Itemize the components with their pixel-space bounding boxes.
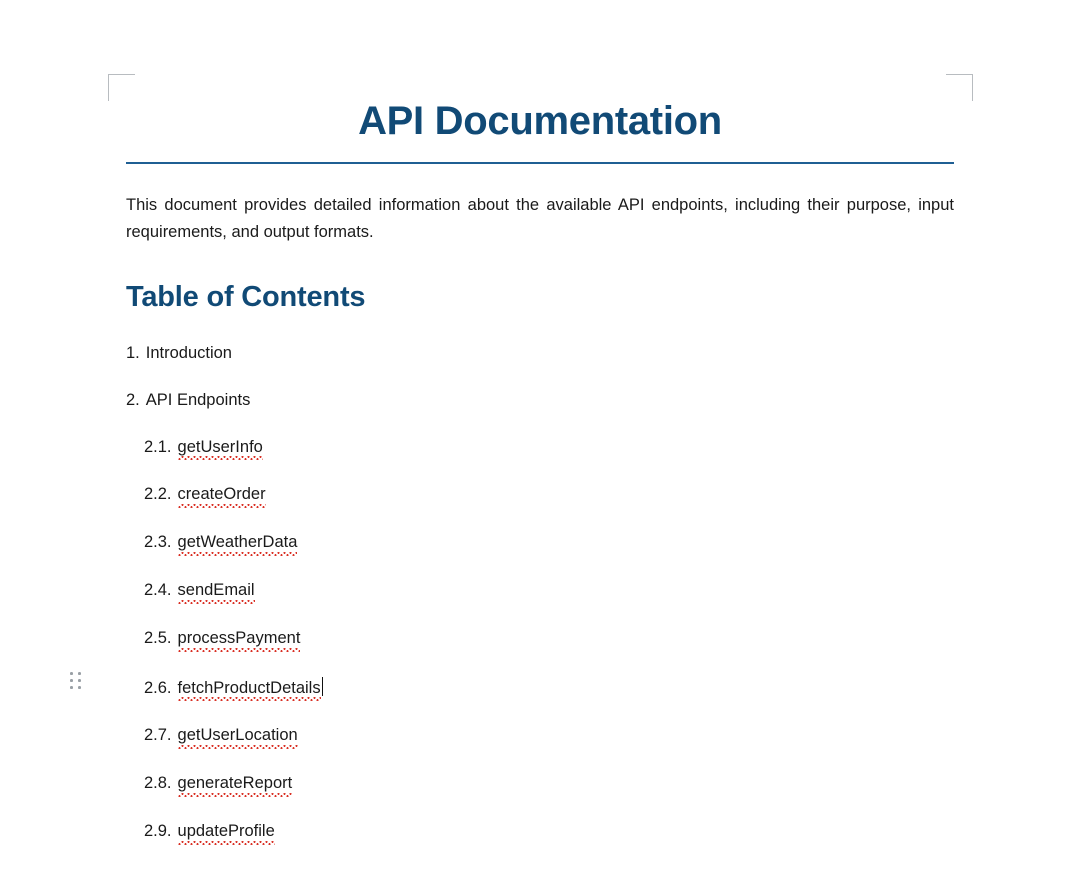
table-of-contents-heading: Table of Contents — [126, 280, 366, 313]
toc-entry-number: 2.2. — [144, 485, 172, 504]
toc-entry-label: Introduction — [145, 343, 232, 362]
toc-entry[interactable] — [126, 438, 954, 459]
toc-entry-label: processPayment — [178, 629, 301, 650]
toc-entry[interactable] — [126, 726, 954, 747]
toc-entry-number: 2.3. — [144, 533, 172, 552]
drag-dot — [70, 679, 73, 682]
toc-entry[interactable] — [126, 822, 954, 843]
intro-paragraph: This document provides detailed information about the available API endpoints, including their purpose, input requirements, and output formats. — [126, 195, 954, 242]
drag-dot — [78, 679, 81, 682]
toc-entry[interactable] — [126, 344, 954, 364]
toc-entry-label: sendEmail — [178, 581, 255, 602]
toc-entry-number: 2.6. — [144, 678, 172, 697]
drag-dot — [78, 686, 81, 689]
toc-entry-label: getUserLocation — [178, 726, 298, 747]
toc-entry-label: getWeatherData — [178, 533, 298, 554]
page-title: API Documentation — [358, 99, 722, 143]
toc-entry[interactable] — [126, 629, 954, 650]
text-cursor — [322, 677, 324, 696]
margin-mark-top-right — [946, 74, 973, 101]
toc-entry-number: 2.1. — [144, 437, 172, 456]
table-of-contents-list — [126, 344, 954, 843]
toc-entry-number: 2.8. — [144, 774, 172, 793]
document-body[interactable] — [126, 98, 954, 870]
toc-entry-label: createOrder — [178, 485, 266, 506]
toc-entry[interactable] — [126, 485, 954, 506]
toc-entry-number: 2. — [126, 390, 140, 409]
toc-entry-number: 2.7. — [144, 726, 172, 745]
toc-entry-number: 1. — [126, 343, 140, 362]
toc-entry-label: generateReport — [178, 774, 293, 795]
margin-mark-top-left — [108, 74, 135, 101]
toc-entry-number: 2.5. — [144, 628, 172, 647]
toc-entry[interactable] — [126, 581, 954, 602]
toc-entry-label: updateProfile — [178, 822, 275, 843]
title-divider — [126, 162, 954, 164]
toc-entry-label: getUserInfo — [178, 438, 263, 459]
toc-entry[interactable] — [126, 774, 954, 795]
toc-entry-label: API Endpoints — [145, 390, 251, 409]
toc-entry-number: 2.9. — [144, 821, 172, 840]
toc-entry[interactable] — [126, 533, 954, 554]
toc-entry-number: 2.4. — [144, 580, 172, 599]
block-drag-handle[interactable] — [68, 672, 84, 690]
drag-dot — [70, 686, 73, 689]
toc-entry[interactable] — [126, 677, 954, 700]
toc-entry[interactable] — [126, 391, 954, 411]
drag-dot — [70, 672, 73, 675]
drag-dot — [78, 672, 81, 675]
toc-entry-label: fetchProductDetails — [178, 679, 321, 700]
